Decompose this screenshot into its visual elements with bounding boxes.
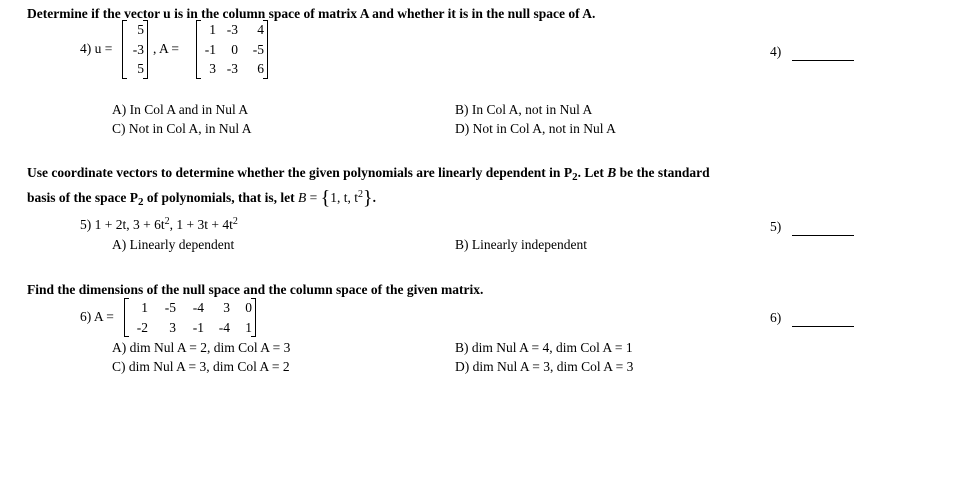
matrix-entry: 4	[257, 22, 264, 37]
subscript: 2	[572, 171, 578, 183]
matrix-entry: -3	[132, 41, 144, 57]
matrix-entry: 0	[245, 300, 252, 315]
q6-choice-c[interactable]: C) dim Nul A = 3, dim Col A = 2	[112, 359, 290, 374]
q4-a-label: , A =	[153, 41, 179, 56]
period: .	[372, 190, 377, 205]
q5-answer-blank[interactable]	[792, 235, 854, 236]
q5-heading-line2	[27, 187, 377, 209]
matrix-entry: -4	[192, 300, 204, 315]
matrix-entry: 3	[209, 61, 216, 76]
q6-answer-label: 6)	[770, 310, 782, 325]
heading-text: basis of the space	[27, 190, 127, 205]
heading-text: Use coordinate vectors to determine whether the given polynomials are linearly dependent in	[27, 165, 561, 180]
subscript: 2	[138, 196, 144, 208]
matrix-entry: 6	[257, 61, 264, 76]
polynomial-text: , 1 + 3t + 4t	[169, 217, 233, 232]
matrix-entry: -1	[192, 319, 204, 335]
matrix-entry: -5	[252, 41, 264, 57]
q5-label: 5)	[80, 217, 92, 232]
matrix-entry: 0	[231, 41, 238, 57]
q4-choice-a[interactable]: A) In Col A and in Nul A	[112, 102, 249, 117]
heading-text: be the standard	[619, 165, 710, 180]
heading-text: . Let	[577, 165, 604, 180]
q5-heading-line1	[27, 165, 710, 181]
q5-choice-b[interactable]: B) Linearly independent	[455, 237, 587, 252]
q6-heading: Find the dimensions of the null space and the column space of the given matrix.	[27, 282, 484, 297]
exponent: 2	[358, 189, 364, 200]
matrix-a-q4	[196, 20, 268, 79]
matrix-entry: -4	[218, 319, 230, 335]
q4-answer-blank[interactable]	[792, 60, 854, 61]
q5-polynomials	[80, 217, 238, 233]
q4-u-label: 4) u =	[80, 41, 113, 56]
matrix-entry: -1	[204, 41, 216, 57]
matrix-entry: -5	[164, 300, 176, 315]
basis-set: 1, t, t	[330, 190, 359, 205]
q6-choice-b[interactable]: B) dim Nul A = 4, dim Col A = 1	[455, 340, 633, 355]
q6-a-label: 6) A =	[80, 309, 114, 324]
q5-choice-a[interactable]: A) Linearly dependent	[112, 237, 235, 252]
matrix-a-q6	[124, 298, 256, 337]
matrix-entry: 1	[209, 22, 216, 37]
q4-choice-d[interactable]: D) Not in Col A, not in Nul A	[455, 121, 616, 136]
q4-choice-b[interactable]: B) In Col A, not in Nul A	[455, 102, 593, 117]
matrix-entry: 3	[223, 300, 230, 315]
matrix-entry: -3	[226, 61, 238, 76]
q4-heading: Determine if the vector u is in the column space of matrix A and whether it is in the null space of A.	[27, 6, 596, 21]
space-symbol: P	[129, 190, 139, 205]
equals: =	[309, 190, 318, 205]
polynomial-text: 1 + 2t, 3 + 6t	[94, 217, 165, 232]
basis-symbol: B	[298, 190, 307, 205]
left-brace: {	[320, 187, 331, 209]
matrix-entry: 5	[137, 22, 144, 37]
q6-choice-d[interactable]: D) dim Nul A = 3, dim Col A = 3	[455, 359, 634, 374]
matrix-entry: 1	[141, 300, 148, 315]
basis-symbol: B	[607, 165, 617, 180]
matrix-entry: -2	[136, 319, 148, 335]
space-symbol: P	[563, 165, 573, 180]
exponent: 2	[164, 216, 170, 227]
right-brace: }	[363, 187, 373, 209]
exponent: 2	[232, 216, 238, 227]
vector-u	[122, 20, 148, 79]
q5-answer-label: 5)	[770, 219, 782, 234]
matrix-entry: 5	[137, 61, 144, 76]
q4-choice-c[interactable]: C) Not in Col A, in Nul A	[112, 121, 252, 136]
matrix-entry: 1	[245, 319, 252, 335]
matrix-entry: 3	[169, 319, 176, 335]
heading-text: of polynomials, that is, let	[146, 190, 295, 205]
q6-answer-blank[interactable]	[792, 326, 854, 327]
q6-choice-a[interactable]: A) dim Nul A = 2, dim Col A = 3	[112, 340, 291, 355]
matrix-entry: -3	[226, 22, 238, 37]
q4-answer-label: 4)	[770, 44, 782, 59]
